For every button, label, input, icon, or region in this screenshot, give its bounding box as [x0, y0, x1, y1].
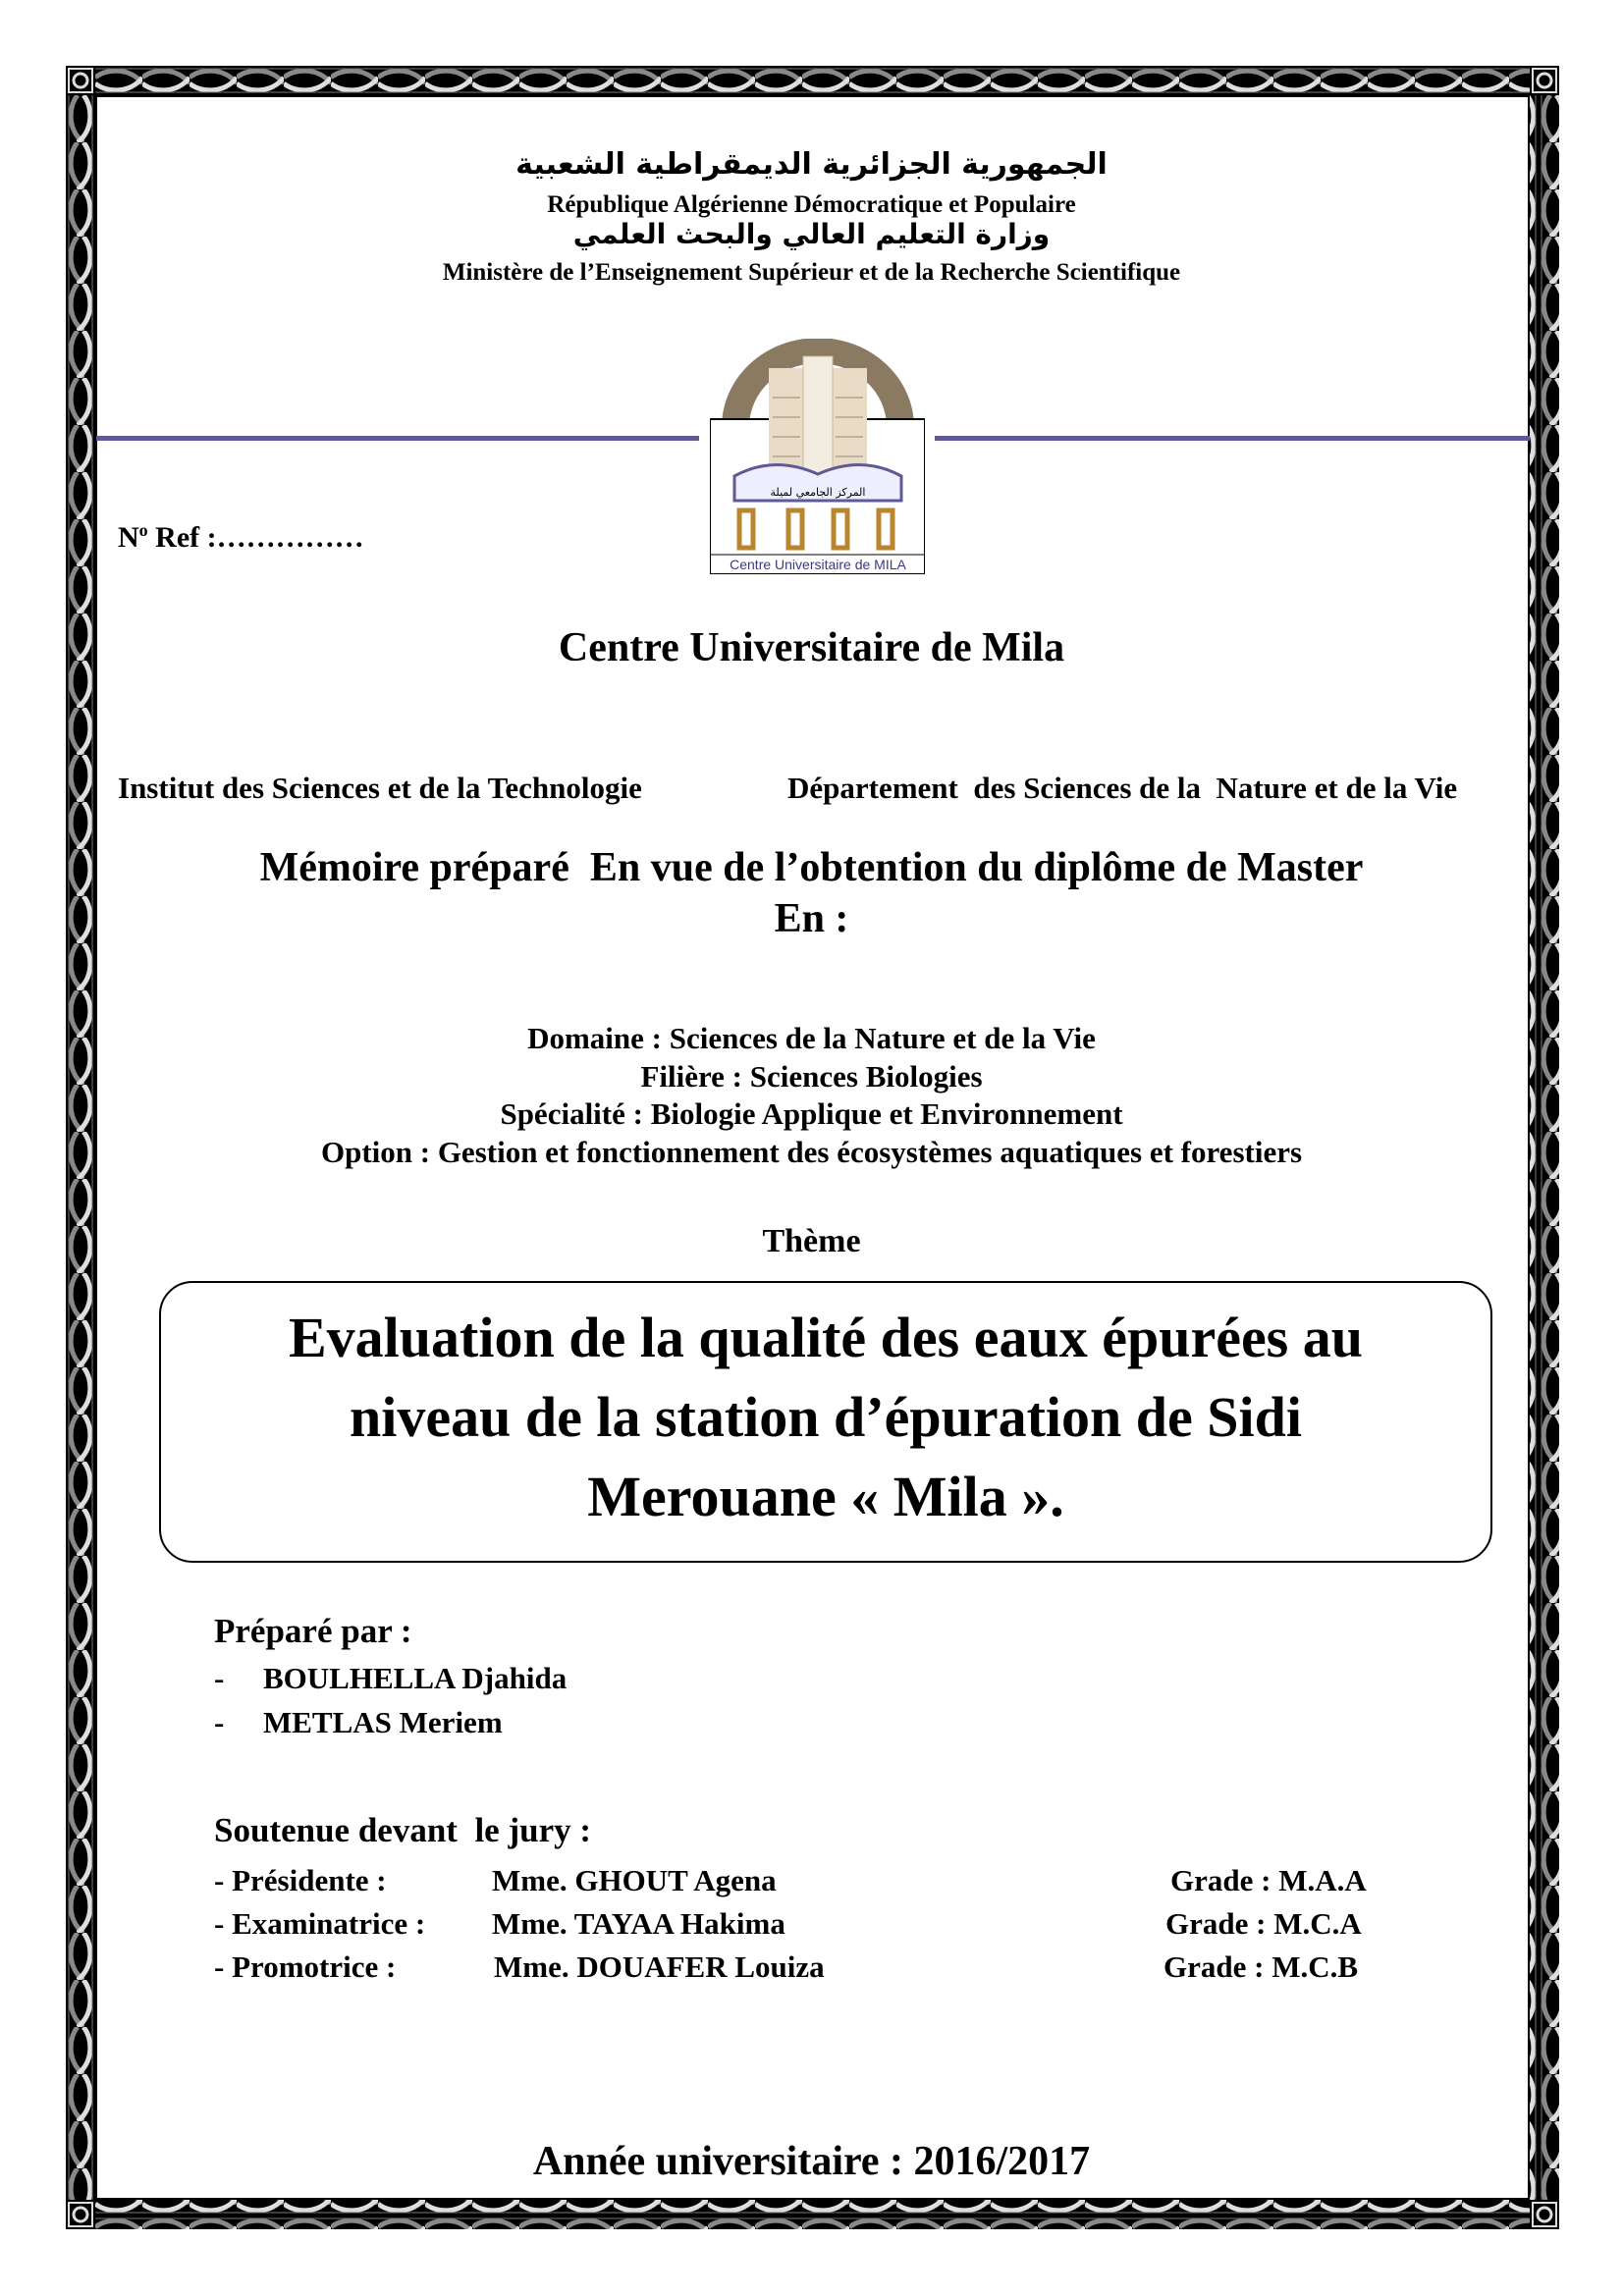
logo-arabic-caption: المركز الجامعي لميلة [770, 486, 866, 499]
theme-title [159, 1298, 1492, 1536]
university-name: Centre Universitaire de Mila [558, 625, 1065, 670]
theme-line: Merouane « Mila ». [587, 1465, 1064, 1528]
author-name: BOULHELLA Djahida [263, 1661, 568, 1695]
theme-label: Thème [762, 1223, 861, 1259]
divider-right [935, 436, 1530, 441]
ministry-heading: Ministère de l’Enseignement Supérieur et de la Recherche Scientifique [442, 259, 1181, 286]
theme-line: niveau de la station d’épuration de Sidi [349, 1385, 1303, 1449]
field-option: Option : Gestion et fonctionnement des écosystèmes aquatiques et forestiers [320, 1134, 1303, 1169]
theme-line: Evaluation de la qualité des eaux épurées au [288, 1306, 1364, 1369]
ref-dots: Ref :…………… [147, 521, 364, 554]
university-logo [710, 339, 925, 574]
jury-name: Mme. TAYAA Hakima [492, 1906, 785, 1941]
memoire-line1: Mémoire préparé En vue de l’obtention du diplôme de Master [259, 845, 1364, 890]
jury-name: Mme. GHOUT Agena [492, 1863, 777, 1897]
author-dash: - [214, 1705, 225, 1739]
institute-name: Institut des Sciences et de la Technologie [118, 771, 642, 805]
divider-left [96, 436, 699, 441]
ref-label: N [118, 521, 139, 554]
ref-sup: o [138, 520, 148, 540]
fields-block [0, 1020, 1623, 1171]
jury-role: - Présidente : [214, 1863, 387, 1897]
jury-grade: Grade : M.C.A [1165, 1906, 1362, 1941]
logo-graphic [710, 339, 925, 574]
logo-caption: Centre Universitaire de MILA [730, 557, 906, 572]
jury-role: - Promotrice : [214, 1949, 397, 1984]
field-specialite: Spécialité : Biologie Applique et Environnement [500, 1096, 1123, 1131]
memoire-line2: En : [774, 896, 849, 941]
jury-label: Soutenue devant le jury : [214, 1811, 592, 1849]
field-filiere: Filière : Sciences Biologies [640, 1058, 983, 1094]
prepared-by-label: Préparé par : [214, 1612, 412, 1650]
jury-grade: Grade : M.A.A [1170, 1863, 1367, 1897]
arabic-ministry-heading: وزارة التعليم العالي والبحث العلمي [572, 218, 1051, 250]
author-dash: - [214, 1661, 225, 1695]
reference-number [118, 520, 364, 555]
author-name: METLAS Meriem [263, 1705, 503, 1739]
jury-grade: Grade : M.C.B [1163, 1949, 1359, 1984]
jury-role: - Examinatrice : [214, 1906, 426, 1941]
academic-year: Année universitaire : 2016/2017 [532, 2139, 1091, 2184]
republic-heading: République Algérienne Démocratique et Populaire [547, 191, 1076, 218]
jury-name: Mme. DOUAFER Louiza [494, 1949, 825, 1984]
arabic-republic-heading: الجمهورية الجزائرية الديمقراطية الشعبية [515, 147, 1108, 182]
field-domaine: Domaine : Sciences de la Nature et de la Vie [527, 1021, 1096, 1055]
department-name: Département des Sciences de la Nature et de la Vie [787, 771, 1458, 805]
